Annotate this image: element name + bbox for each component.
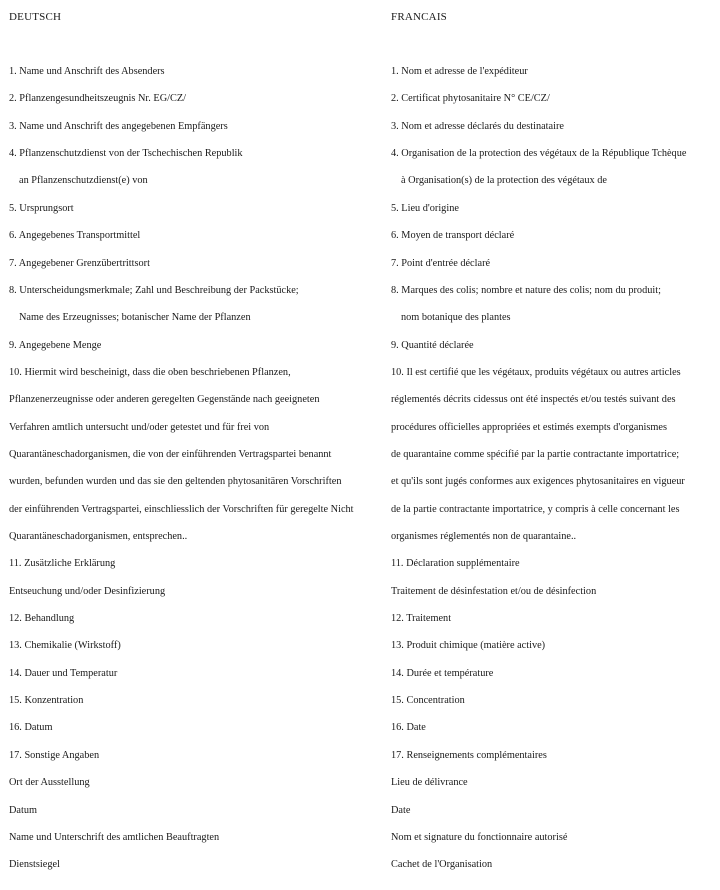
french-field-label: 17. Renseignements complémentaires: [391, 749, 547, 761]
german-field-label: Quarantäneschadorganismen, entsprechen..: [9, 531, 188, 542]
german-field-label: an Pflanzenschutzdienst(e) von: [19, 175, 148, 187]
german-field-label: Ort der Ausstellung: [9, 777, 90, 789]
french-field-label: procédures officielles appropriées et estimés exempts d'organismes: [391, 421, 667, 433]
french-field-label: à Organisation(s) de la protection des végétaux de: [401, 175, 607, 187]
form-row: [0, 748, 720, 764]
french-field-label: 12. Traitement: [391, 613, 452, 624]
form-row: [0, 447, 720, 463]
french-field-label: 8. Marques des colis; nombre et nature des colis; nom du produit;: [391, 284, 661, 296]
column-header-french: FRANCAIS: [391, 11, 448, 23]
french-field-label: 5. Lieu d'origine: [391, 202, 459, 214]
german-field-label: Dienstsiegel: [9, 859, 60, 871]
form-row: [0, 420, 720, 436]
form-row: [0, 474, 720, 490]
french-field-label: 1. Nom et adresse de l'expéditeur: [391, 66, 528, 77]
german-field-label: 5. Ursprungsort: [9, 202, 74, 214]
german-field-label: Datum: [9, 804, 38, 816]
german-field-label: 16. Datum: [9, 722, 53, 734]
column-header-german: DEUTSCH: [9, 11, 62, 23]
german-field-label: 8. Unterscheidungsmerkmale; Zahl und Beschreibung der Packstücke;: [9, 284, 299, 296]
german-field-label: 3. Name und Anschrift des angegebenen Empfängers: [9, 120, 228, 132]
form-row: [0, 857, 720, 873]
german-field-label: 15. Konzentration: [9, 695, 84, 707]
form-row: [0, 638, 720, 654]
form-row: [0, 502, 720, 518]
german-field-label: 7. Angegebener Grenzübertrittsort: [9, 257, 150, 269]
french-field-label: Date: [391, 804, 411, 816]
french-field-label: Nom et signature du fonctionnaire autorisé: [391, 831, 568, 843]
form-row: [0, 283, 720, 299]
french-field-label: 6. Moyen de transport déclaré: [391, 230, 515, 242]
french-field-label: 3. Nom et adresse déclarés du destinataire: [391, 120, 564, 132]
form-row: [0, 173, 720, 189]
form-row: [0, 830, 720, 846]
french-field-label: organismes réglementés non de quarantaine..: [391, 531, 577, 542]
german-field-label: 6. Angegebenes Transportmittel: [9, 230, 141, 242]
german-field-label: 17. Sonstige Angaben: [9, 749, 100, 761]
french-field-label: 15. Concentration: [391, 695, 465, 707]
german-field-label: wurden, befunden wurden und das sie den geltenden phytosanitären Vorschriften: [9, 476, 342, 488]
form-row: [0, 392, 720, 408]
form-row: [0, 584, 720, 600]
french-field-label: de la partie contractante importatrice, y compris à celle concernant les: [391, 503, 680, 515]
german-field-label: 10. Hiermit wird bescheinigt, dass die oben beschriebenen Pflanzen,: [9, 366, 291, 378]
form-row: [0, 64, 720, 80]
german-field-label: 4. Pflanzenschutzdienst von der Tschechischen Republik: [9, 148, 243, 160]
form-row: [0, 803, 720, 819]
french-field-label: Lieu de délivrance: [391, 777, 468, 789]
form-row: [0, 228, 720, 244]
form-row: [0, 693, 720, 709]
german-field-label: Entseuchung und/oder Desinfizierung: [9, 585, 166, 597]
french-field-label: 13. Produit chimique (matière active): [391, 640, 546, 652]
french-field-label: Cachet de l'Organisation: [391, 859, 493, 871]
french-field-label: réglementés décrits cidessus ont été inspectés et/ou testés suivant des: [391, 394, 676, 406]
german-field-label: 14. Dauer und Temperatur: [9, 667, 118, 679]
french-field-label: nom botanique des plantes: [401, 312, 511, 324]
french-field-label: 7. Point d'entrée déclaré: [391, 257, 491, 269]
french-field-label: 11. Déclaration supplémentaire: [391, 558, 520, 570]
french-field-label: Traitement de désinfestation et/ou de désinfection: [391, 585, 597, 597]
german-field-label: Quarantäneschadorganismen, die von der einführenden Vertragspartei benannt: [9, 448, 332, 460]
form-row: [0, 556, 720, 572]
french-field-label: de quarantaine comme spécifié par la partie contractante importatrice;: [391, 448, 680, 460]
form-row: [0, 338, 720, 354]
german-field-label: Name des Erzeugnisses; botanischer Name der Pflanzen: [19, 312, 251, 324]
form-row: [0, 310, 720, 326]
french-field-label: 14. Durée et température: [391, 667, 494, 679]
form-row: [0, 666, 720, 682]
form-row: [0, 720, 720, 736]
german-field-label: 1. Name und Anschrift des Absenders: [9, 66, 165, 77]
french-field-label: 9. Quantité déclarée: [391, 339, 474, 351]
form-row: [0, 529, 720, 545]
form-row: [0, 201, 720, 217]
form-row: [0, 256, 720, 272]
german-field-label: 9. Angegebene Menge: [9, 339, 102, 351]
german-field-label: 2. Pflanzengesundheitszeugnis Nr. EG/CZ/: [9, 93, 187, 105]
german-field-label: Name und Unterschrift des amtlichen Beauftragten: [9, 831, 220, 843]
form-row: [0, 611, 720, 627]
french-field-label: 2. Certificat phytosanitaire N° CE/CZ/: [391, 93, 550, 105]
form-row: [0, 775, 720, 791]
form-row: [0, 146, 720, 162]
german-field-label: der einführenden Vertragspartei, einschliesslich der Vorschriften für geregelte Nicht: [9, 503, 354, 515]
french-field-label: et qu'ils sont jugés conformes aux exigences phytosanitaires en vigueur: [391, 476, 685, 488]
german-field-label: 11. Zusätzliche Erklärung: [9, 558, 116, 570]
form-row: [0, 119, 720, 135]
german-field-label: 13. Chemikalie (Wirkstoff): [9, 640, 121, 652]
french-field-label: 10. Il est certifié que les végétaux, produits végétaux ou autres articles: [391, 366, 681, 378]
french-field-label: 4. Organisation de la protection des végétaux de la République Tchèque: [391, 148, 687, 160]
german-field-label: Pflanzenerzeugnisse oder anderen geregelten Gegenstände nach geeigneten: [9, 394, 320, 406]
form-row: [0, 365, 720, 381]
form-row: [0, 91, 720, 107]
french-field-label: 16. Date: [391, 722, 426, 734]
german-field-label: Verfahren amtlich untersucht und/oder getestet und für frei von: [9, 421, 270, 433]
german-field-label: 12. Behandlung: [9, 613, 75, 624]
